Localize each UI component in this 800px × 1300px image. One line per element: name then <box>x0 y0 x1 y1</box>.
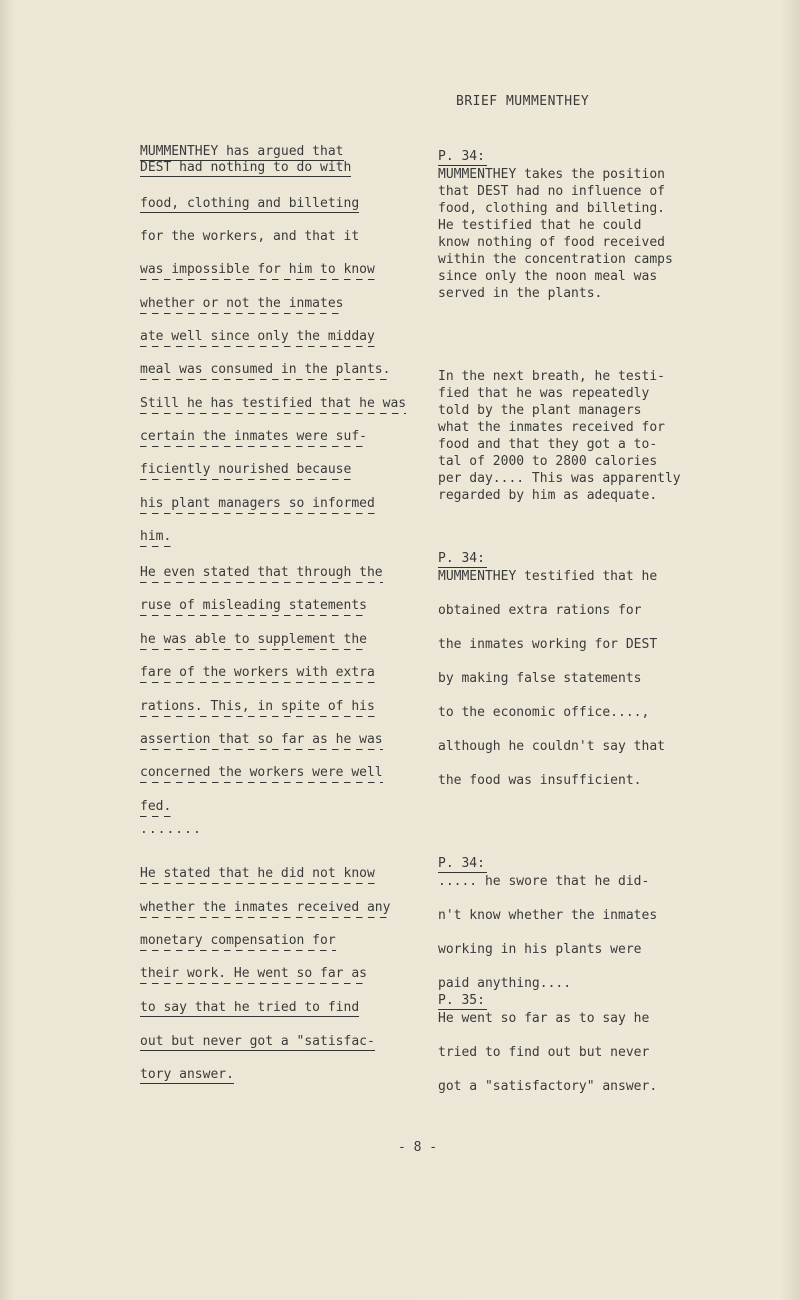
left-text-line: ate well since only the midday <box>140 329 375 347</box>
ellipsis-separator: ....... <box>140 822 202 837</box>
left-text-line: certain the inmates were suf- <box>140 429 367 447</box>
left-text-line: to say that he tried to find <box>140 1000 360 1015</box>
left-text-line: MUMMENTHEY has argued that <box>140 144 344 159</box>
left-text-line: monetary compensation for <box>140 933 336 951</box>
left-text-line: he was able to supplement the <box>140 632 367 650</box>
left-text-line: fed. <box>140 799 171 817</box>
note-text: In the next breath, he testi- fied that he was repeatedly told by the plant managers what the inmates received for food and that they got a to- tal of 2000 to 2800 calories per day.... This was apparently regarded by him as adequate. <box>438 369 681 503</box>
left-text-line: ruse of misleading statements <box>140 598 367 616</box>
left-text-line: whether the inmates received any <box>140 900 390 918</box>
left-text-line: Still he has testified that he was <box>140 396 406 414</box>
left-text-line: ficiently nourished because <box>140 462 351 480</box>
left-text-line: DEST had nothing to do with <box>140 160 352 175</box>
page-header: BRIEF MUMMENTHEY <box>456 94 590 109</box>
right-note-block <box>438 148 718 302</box>
page-number: - 8 - <box>398 1140 438 1155</box>
note-text: He went so far as to say he tried to find out but never got a "satisfactory" answer. <box>438 1011 658 1094</box>
left-text-line: food, clothing and billeting <box>140 196 360 211</box>
page-reference: P. 35: <box>438 993 485 1008</box>
page-reference: P. 34: <box>438 149 485 164</box>
left-text-line: assertion that so far as he was <box>140 732 383 750</box>
left-text-line: for the workers, and that it <box>140 229 360 244</box>
right-note-block <box>438 550 718 789</box>
left-text-line: meal was consumed in the plants. <box>140 362 390 380</box>
right-note-block <box>438 368 718 504</box>
note-text: ..... he swore that he did- n't know whether the inmates working in his plants were paid anything.... <box>438 874 658 991</box>
left-text-line: whether or not the inmates <box>140 296 344 314</box>
note-text: MUMMENTHEY testified that he obtained extra rations for the inmates working for DEST by making false statements to the economic office...., although he couldn't say that the food was insufficient. <box>438 569 665 788</box>
left-text-line: him. <box>140 529 171 547</box>
left-text-line: He stated that he did not know <box>140 866 375 884</box>
right-note-block <box>438 992 718 1095</box>
left-text-line: tory answer. <box>140 1067 234 1082</box>
left-text-line: their work. He went so far as <box>140 966 367 984</box>
left-text-line: out but never got a "satisfac- <box>140 1034 375 1049</box>
page-reference: P. 34: <box>438 856 485 871</box>
left-text-line: fare of the workers with extra <box>140 665 375 683</box>
left-text-line: rations. This, in spite of his <box>140 699 375 717</box>
left-text-line: concerned the workers were well <box>140 765 383 783</box>
left-text-line: his plant managers so informed <box>140 496 375 514</box>
right-note-block <box>438 855 718 992</box>
left-text-line: was impossible for him to know <box>140 262 375 280</box>
note-text: MUMMENTHEY takes the position that DEST had no influence of food, clothing and billeting. He testified that he could know nothing of food received within the concentration camps since only the noon meal was served in the plants. <box>438 167 673 301</box>
page-reference: P. 34: <box>438 551 485 566</box>
left-text-line: He even stated that through the <box>140 565 383 583</box>
